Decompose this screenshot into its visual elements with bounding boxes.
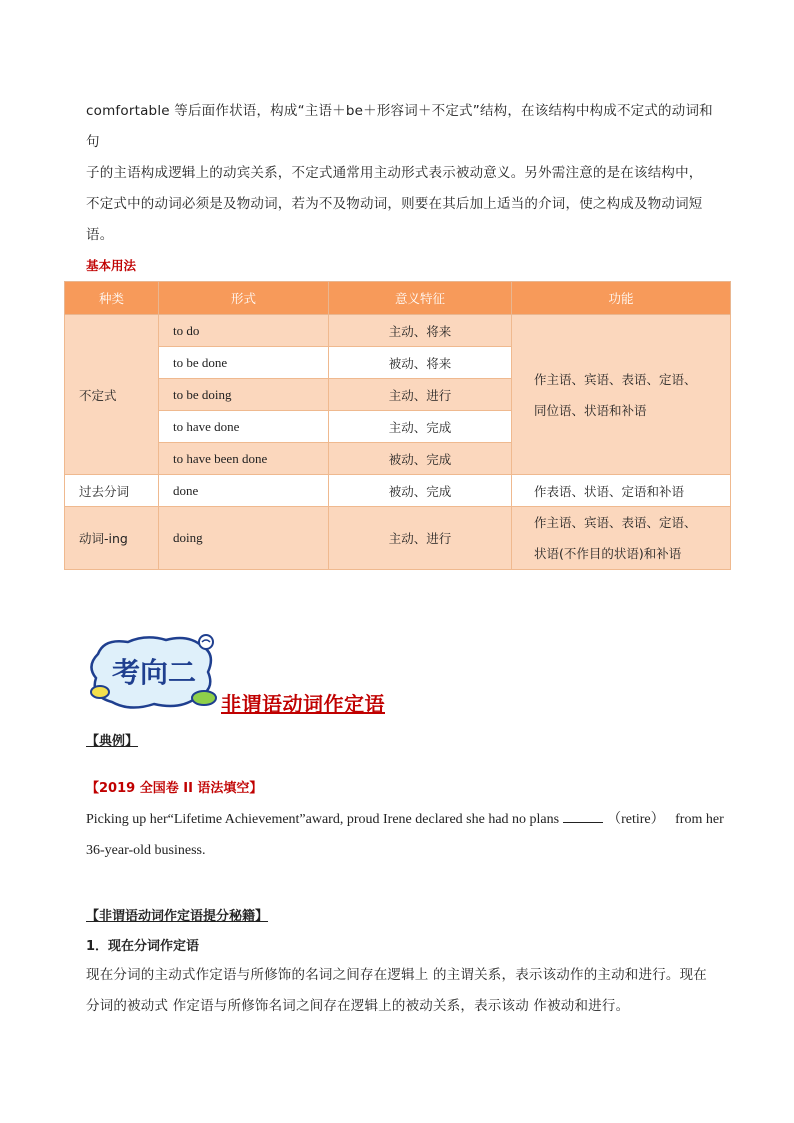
usage-table bbox=[64, 281, 731, 570]
function-ing bbox=[512, 507, 731, 570]
header-form: 形式 bbox=[159, 282, 329, 315]
source-tag: 【2019 全国卷 II 语法填空】 bbox=[86, 781, 263, 796]
table-row bbox=[65, 315, 731, 347]
intro-line-1: comfortable 等后面作状语，构成“主语＋be＋形容词＋不定式”结构，在该结构中构成不定式的动词和句 bbox=[86, 103, 713, 150]
tips-tag: 【非谓语动词作定语提分秘籍】 bbox=[86, 909, 269, 924]
badge-dot-icon bbox=[192, 691, 216, 705]
example-tag: 【典例】 bbox=[86, 734, 139, 749]
meaning-cell: 主动、进行 bbox=[329, 507, 512, 570]
table-row bbox=[65, 475, 731, 507]
meaning-cell: 被动、完成 bbox=[329, 443, 512, 475]
example-hint: （retire） bbox=[607, 812, 665, 827]
function-line: 作主语、宾语、表语、定语、 bbox=[534, 515, 697, 530]
function-line: 作主语、宾语、表语、定语、 bbox=[534, 371, 697, 387]
kind-ing: 动词-ing bbox=[65, 507, 159, 570]
point-1-title: 1．现在分词作定语 bbox=[86, 939, 200, 954]
point-1-line-1: 现在分词的主动式作定语与所修饰的名词之间存在逻辑上 的主谓关系，表示该动作的主动和进行。现在 bbox=[86, 967, 707, 983]
form-cell: to be doing bbox=[159, 379, 329, 411]
header-kind: 种类 bbox=[65, 282, 159, 315]
function-line: 同位语、状语和补语 bbox=[534, 402, 647, 418]
badge-graphic bbox=[84, 632, 220, 714]
form-cell: to have done bbox=[159, 411, 329, 443]
badge-dot-icon bbox=[91, 686, 109, 698]
table-header-row bbox=[65, 282, 731, 315]
kind-past-participle: 过去分词 bbox=[65, 475, 159, 507]
example-text: from her bbox=[675, 812, 724, 827]
example-line-2: 36-year-old business. bbox=[86, 843, 206, 858]
header-meaning: 意义特征 bbox=[329, 282, 512, 315]
badge-text: 考向二 bbox=[111, 656, 197, 689]
header-function: 功能 bbox=[512, 282, 731, 315]
usage-label: 基本用法 bbox=[86, 258, 137, 273]
meaning-cell: 主动、进行 bbox=[329, 379, 512, 411]
example-sentence bbox=[86, 804, 726, 866]
intro-line-4: 语。 bbox=[86, 227, 114, 243]
answer-blank[interactable] bbox=[563, 810, 603, 823]
example-line-1 bbox=[86, 804, 726, 835]
meaning-cell: 主动、完成 bbox=[329, 411, 512, 443]
point-1-paragraph bbox=[86, 960, 726, 1022]
intro-paragraph bbox=[86, 96, 722, 251]
intro-line-2: 子的主语构成逻辑上的动宾关系，不定式通常用主动形式表示被动意义。另外需注意的是在该结构中， bbox=[86, 165, 703, 181]
meaning-cell: 被动、完成 bbox=[329, 475, 512, 507]
form-cell: to have been done bbox=[159, 443, 329, 475]
form-cell: doing bbox=[159, 507, 329, 570]
intro-line-3: 不定式中的动词必须是及物动词，若为不及物动词，则要在其后加上适当的介词，使之构成及物动词短 bbox=[86, 196, 703, 212]
section-badge bbox=[84, 632, 220, 714]
kind-infinitive: 不定式 bbox=[65, 315, 159, 475]
meaning-cell: 被动、将来 bbox=[329, 347, 512, 379]
example-text: Picking up her“Lifetime Achievement”award, proud Irene declared she had no plans bbox=[86, 812, 560, 827]
form-cell: to be done bbox=[159, 347, 329, 379]
meaning-cell: 主动、将来 bbox=[329, 315, 512, 347]
badge-dot-icon bbox=[199, 635, 213, 649]
function-past-participle: 作表语、状语、定语和补语 bbox=[512, 475, 731, 507]
table-row bbox=[65, 507, 731, 570]
section-title: 非谓语动词作定语 bbox=[221, 692, 385, 716]
form-cell: done bbox=[159, 475, 329, 507]
function-line: 状语(不作目的状语)和补语 bbox=[534, 546, 682, 561]
form-cell: to do bbox=[159, 315, 329, 347]
function-infinitive bbox=[512, 315, 731, 475]
point-1-line-2: 分词的被动式 作定语与所修饰名词之间存在逻辑上的被动关系，表示该动 作被动和进行。 bbox=[86, 998, 630, 1014]
